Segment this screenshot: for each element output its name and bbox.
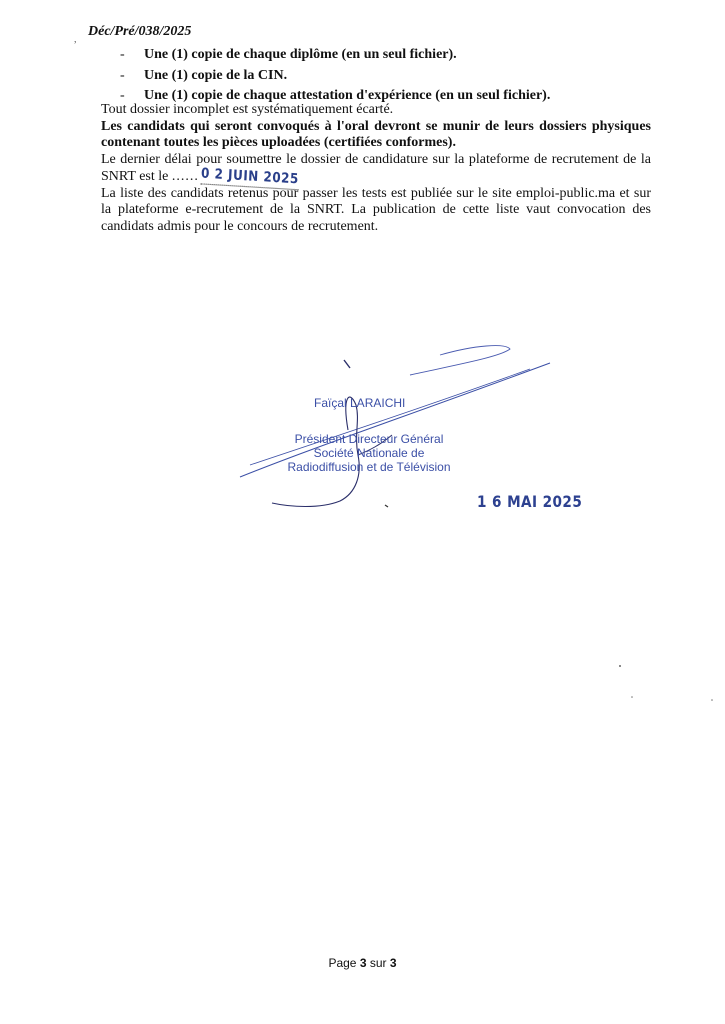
list-item: - Une (1) copie de chaque diplôme (en un seul fichier). bbox=[100, 45, 660, 66]
list-item: - Une (1) copie de la CIN. bbox=[100, 66, 660, 87]
signatory-name: Faïçal LARAICHI bbox=[314, 396, 406, 410]
signatory-title-line: Président Directeur Général bbox=[294, 432, 444, 446]
signatory-title-line: Radiodiffusion et de Télévision bbox=[287, 460, 451, 474]
deadline-text: Le dernier délai pour soumettre le dossier de candidature sur la plateforme de recrutement de la SNRT est le bbox=[101, 151, 651, 184]
required-documents-list bbox=[100, 45, 660, 107]
page-label: Page bbox=[328, 956, 357, 970]
bullet-dash: - bbox=[120, 88, 125, 103]
total-pages-number: 3 bbox=[389, 956, 397, 970]
deadline-paragraph bbox=[101, 152, 651, 186]
list-publication-paragraph: La liste des candidats retenus pour passer les tests est publiée sur le site emploi-public.ma et sur la plateforme e-recrutement de la SNRT. La publication de cette liste vaut convocation des candidats admis pour le concours de recrutement. bbox=[101, 185, 651, 234]
signatory-title-stamp bbox=[279, 432, 459, 474]
current-page-number: 3 bbox=[359, 956, 367, 970]
deadline-dots: ...... bbox=[171, 169, 199, 184]
bullet-dash: - bbox=[120, 47, 125, 62]
incomplete-notice: Tout dossier incomplet est systématiquement écarté. bbox=[101, 102, 394, 117]
document-body bbox=[101, 102, 651, 235]
date-stamp: 1 6 MAI 2025 bbox=[477, 492, 583, 511]
page-separator: sur bbox=[369, 956, 387, 970]
page-footer bbox=[0, 956, 725, 970]
list-item: - Une (1) copie de chaque attestation d'expérience (en un seul fichier). bbox=[100, 86, 660, 107]
signatory-title-line: Société Nationale de bbox=[313, 446, 425, 460]
deadline-date-stamp: 0 2 JUIN 2025 bbox=[200, 164, 299, 190]
document-reference: Déc/Pré/038/2025 bbox=[88, 24, 192, 39]
oral-notice: Les candidats qui seront convoqués à l'oral devront se munir de leurs dossiers physiques contenant toutes les pièces uploadées (certifiées conformes). bbox=[101, 118, 651, 150]
margin-mark: , bbox=[74, 34, 77, 45]
bullet-dash: - bbox=[120, 67, 125, 83]
